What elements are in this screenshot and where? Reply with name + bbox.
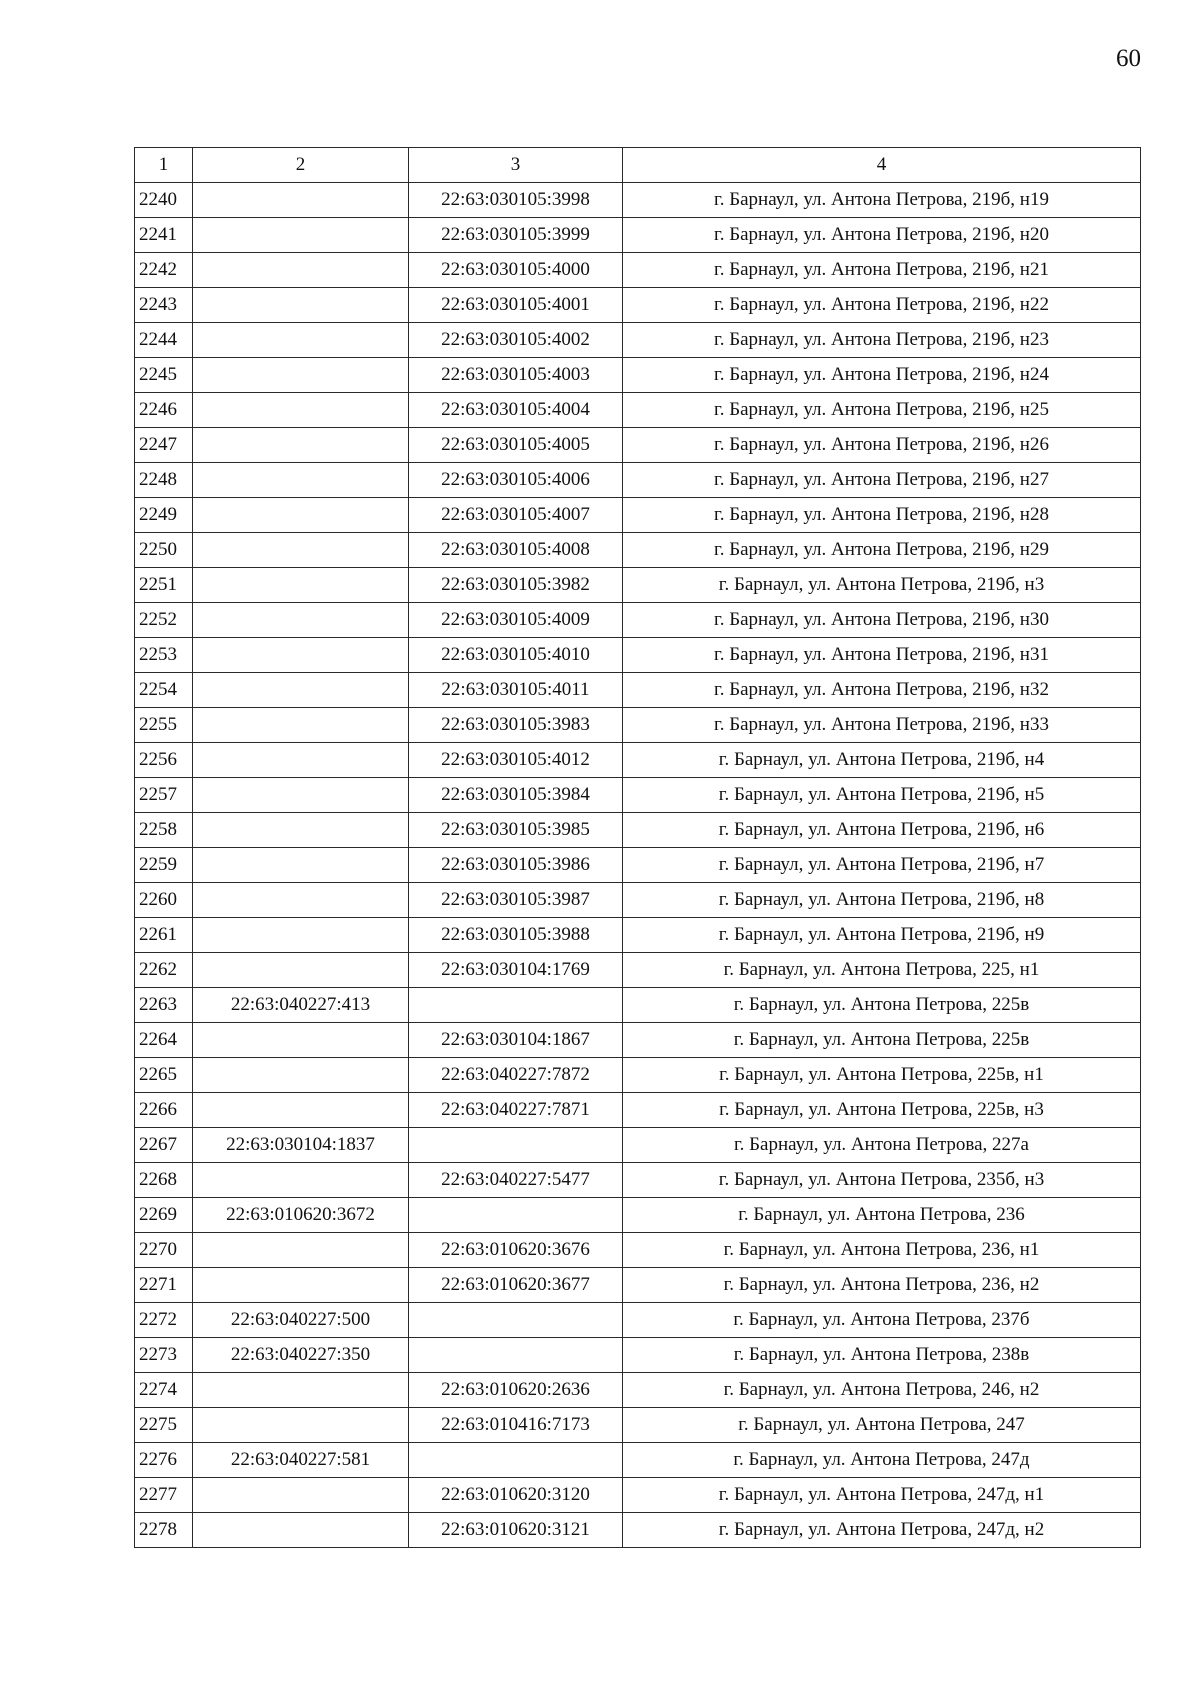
column-header-1: 1 [135, 148, 193, 183]
premises-cadastral-cell: 22:63:030105:4012 [409, 743, 623, 778]
building-cadastral-cell [193, 1233, 409, 1268]
row-number-cell: 2269 [135, 1198, 193, 1233]
address-cell: г. Барнаул, ул. Антона Петрова, 219б, н8 [623, 883, 1141, 918]
row-number-cell: 2256 [135, 743, 193, 778]
premises-cadastral-cell: 22:63:030105:3985 [409, 813, 623, 848]
table-row [135, 253, 1141, 288]
property-registry-table [134, 147, 1141, 1548]
premises-cadastral-cell: 22:63:030105:4005 [409, 428, 623, 463]
table-row [135, 1408, 1141, 1443]
address-cell: г. Барнаул, ул. Антона Петрова, 237б [623, 1303, 1141, 1338]
row-number-cell: 2261 [135, 918, 193, 953]
row-number-cell: 2273 [135, 1338, 193, 1373]
table-row [135, 1023, 1141, 1058]
address-cell: г. Барнаул, ул. Антона Петрова, 219б, н26 [623, 428, 1141, 463]
building-cadastral-cell [193, 428, 409, 463]
premises-cadastral-cell: 22:63:030105:3987 [409, 883, 623, 918]
building-cadastral-cell [193, 918, 409, 953]
table-row [135, 1058, 1141, 1093]
table-row [135, 638, 1141, 673]
row-number-cell: 2247 [135, 428, 193, 463]
address-cell: г. Барнаул, ул. Антона Петрова, 219б, н29 [623, 533, 1141, 568]
premises-cadastral-cell: 22:63:010620:3676 [409, 1233, 623, 1268]
premises-cadastral-cell: 22:63:030105:3983 [409, 708, 623, 743]
table-row [135, 1478, 1141, 1513]
premises-cadastral-cell: 22:63:030105:4002 [409, 323, 623, 358]
building-cadastral-cell [193, 638, 409, 673]
address-cell: г. Барнаул, ул. Антона Петрова, 219б, н21 [623, 253, 1141, 288]
premises-cadastral-cell [409, 1338, 623, 1373]
row-number-cell: 2243 [135, 288, 193, 323]
row-number-cell: 2267 [135, 1128, 193, 1163]
address-cell: г. Барнаул, ул. Антона Петрова, 236, н1 [623, 1233, 1141, 1268]
building-cadastral-cell [193, 1093, 409, 1128]
row-number-cell: 2278 [135, 1513, 193, 1548]
premises-cadastral-cell: 22:63:040227:5477 [409, 1163, 623, 1198]
premises-cadastral-cell: 22:63:030105:3988 [409, 918, 623, 953]
row-number-cell: 2249 [135, 498, 193, 533]
table-row [135, 988, 1141, 1023]
building-cadastral-cell [193, 1408, 409, 1443]
address-cell: г. Барнаул, ул. Антона Петрова, 219б, н30 [623, 603, 1141, 638]
row-number-cell: 2255 [135, 708, 193, 743]
address-cell: г. Барнаул, ул. Антона Петрова, 225, н1 [623, 953, 1141, 988]
table-row [135, 1373, 1141, 1408]
table-row [135, 1268, 1141, 1303]
address-cell: г. Барнаул, ул. Антона Петрова, 225в, н3 [623, 1093, 1141, 1128]
building-cadastral-cell [193, 883, 409, 918]
address-cell: г. Барнаул, ул. Антона Петрова, 219б, н23 [623, 323, 1141, 358]
row-number-cell: 2271 [135, 1268, 193, 1303]
address-cell: г. Барнаул, ул. Антона Петрова, 247д, н1 [623, 1478, 1141, 1513]
premises-cadastral-cell: 22:63:030105:4009 [409, 603, 623, 638]
premises-cadastral-cell [409, 1128, 623, 1163]
premises-cadastral-cell [409, 1198, 623, 1233]
table-row [135, 1338, 1141, 1373]
premises-cadastral-cell: 22:63:030105:3999 [409, 218, 623, 253]
building-cadastral-cell [193, 253, 409, 288]
table-row [135, 918, 1141, 953]
premises-cadastral-cell: 22:63:010416:7173 [409, 1408, 623, 1443]
table-row [135, 1443, 1141, 1478]
premises-cadastral-cell: 22:63:030105:4001 [409, 288, 623, 323]
premises-cadastral-cell: 22:63:030105:4003 [409, 358, 623, 393]
building-cadastral-cell [193, 1513, 409, 1548]
table-row [135, 1128, 1141, 1163]
row-number-cell: 2245 [135, 358, 193, 393]
row-number-cell: 2259 [135, 848, 193, 883]
row-number-cell: 2244 [135, 323, 193, 358]
building-cadastral-cell [193, 463, 409, 498]
building-cadastral-cell [193, 953, 409, 988]
premises-cadastral-cell [409, 1303, 623, 1338]
table-row [135, 393, 1141, 428]
page-number: 60 [1116, 45, 1141, 72]
table-row [135, 673, 1141, 708]
building-cadastral-cell [193, 1058, 409, 1093]
building-cadastral-cell: 22:63:040227:581 [193, 1443, 409, 1478]
address-cell: г. Барнаул, ул. Антона Петрова, 219б, н5 [623, 778, 1141, 813]
row-number-cell: 2270 [135, 1233, 193, 1268]
row-number-cell: 2242 [135, 253, 193, 288]
building-cadastral-cell [193, 183, 409, 218]
address-cell: г. Барнаул, ул. Антона Петрова, 219б, н32 [623, 673, 1141, 708]
row-number-cell: 2268 [135, 1163, 193, 1198]
address-cell: г. Барнаул, ул. Антона Петрова, 219б, н9 [623, 918, 1141, 953]
table-row [135, 1513, 1141, 1548]
table-row [135, 428, 1141, 463]
building-cadastral-cell [193, 603, 409, 638]
table-row [135, 288, 1141, 323]
building-cadastral-cell [193, 288, 409, 323]
building-cadastral-cell: 22:63:040227:350 [193, 1338, 409, 1373]
address-cell: г. Барнаул, ул. Антона Петрова, 219б, н6 [623, 813, 1141, 848]
row-number-cell: 2258 [135, 813, 193, 848]
table-row [135, 883, 1141, 918]
table-row [135, 1198, 1141, 1233]
table-row [135, 323, 1141, 358]
building-cadastral-cell [193, 1268, 409, 1303]
premises-cadastral-cell: 22:63:030105:4000 [409, 253, 623, 288]
address-cell: г. Барнаул, ул. Антона Петрова, 219б, н7 [623, 848, 1141, 883]
row-number-cell: 2276 [135, 1443, 193, 1478]
building-cadastral-cell [193, 358, 409, 393]
table-row [135, 1303, 1141, 1338]
table-row [135, 1163, 1141, 1198]
header-row [135, 148, 1141, 183]
table-body [135, 148, 1141, 1548]
row-number-cell: 2252 [135, 603, 193, 638]
table-row [135, 183, 1141, 218]
premises-cadastral-cell: 22:63:040227:7871 [409, 1093, 623, 1128]
table-row [135, 463, 1141, 498]
premises-cadastral-cell: 22:63:040227:7872 [409, 1058, 623, 1093]
table-row [135, 848, 1141, 883]
table-row [135, 358, 1141, 393]
row-number-cell: 2248 [135, 463, 193, 498]
column-header-2: 2 [193, 148, 409, 183]
premises-cadastral-cell: 22:63:030105:4008 [409, 533, 623, 568]
address-cell: г. Барнаул, ул. Антона Петрова, 219б, н24 [623, 358, 1141, 393]
address-cell: г. Барнаул, ул. Антона Петрова, 219б, н4 [623, 743, 1141, 778]
address-cell: г. Барнаул, ул. Антона Петрова, 219б, н25 [623, 393, 1141, 428]
address-cell: г. Барнаул, ул. Антона Петрова, 219б, н27 [623, 463, 1141, 498]
address-cell: г. Барнаул, ул. Антона Петрова, 247д, н2 [623, 1513, 1141, 1548]
address-cell: г. Барнаул, ул. Антона Петрова, 219б, н20 [623, 218, 1141, 253]
row-number-cell: 2262 [135, 953, 193, 988]
building-cadastral-cell: 22:63:010620:3672 [193, 1198, 409, 1233]
row-number-cell: 2251 [135, 568, 193, 603]
table-row [135, 953, 1141, 988]
row-number-cell: 2264 [135, 1023, 193, 1058]
premises-cadastral-cell: 22:63:030105:4011 [409, 673, 623, 708]
building-cadastral-cell: 22:63:040227:500 [193, 1303, 409, 1338]
table-row [135, 743, 1141, 778]
row-number-cell: 2275 [135, 1408, 193, 1443]
row-number-cell: 2240 [135, 183, 193, 218]
premises-cadastral-cell: 22:63:030105:3982 [409, 568, 623, 603]
row-number-cell: 2272 [135, 1303, 193, 1338]
address-cell: г. Барнаул, ул. Антона Петрова, 219б, н28 [623, 498, 1141, 533]
row-number-cell: 2263 [135, 988, 193, 1023]
premises-cadastral-cell [409, 988, 623, 1023]
table-row [135, 778, 1141, 813]
table-row [135, 1233, 1141, 1268]
address-cell: г. Барнаул, ул. Антона Петрова, 219б, н33 [623, 708, 1141, 743]
premises-cadastral-cell: 22:63:010620:3121 [409, 1513, 623, 1548]
premises-cadastral-cell: 22:63:010620:2636 [409, 1373, 623, 1408]
building-cadastral-cell [193, 708, 409, 743]
building-cadastral-cell [193, 848, 409, 883]
table-row [135, 568, 1141, 603]
row-number-cell: 2241 [135, 218, 193, 253]
address-cell: г. Барнаул, ул. Антона Петрова, 236 [623, 1198, 1141, 1233]
premises-cadastral-cell: 22:63:030105:4006 [409, 463, 623, 498]
row-number-cell: 2250 [135, 533, 193, 568]
premises-cadastral-cell: 22:63:010620:3677 [409, 1268, 623, 1303]
table-row [135, 813, 1141, 848]
row-number-cell: 2274 [135, 1373, 193, 1408]
address-cell: г. Барнаул, ул. Антона Петрова, 238в [623, 1338, 1141, 1373]
building-cadastral-cell [193, 743, 409, 778]
row-number-cell: 2253 [135, 638, 193, 673]
address-cell: г. Барнаул, ул. Антона Петрова, 219б, н22 [623, 288, 1141, 323]
address-cell: г. Барнаул, ул. Антона Петрова, 247 [623, 1408, 1141, 1443]
building-cadastral-cell: 22:63:030104:1837 [193, 1128, 409, 1163]
premises-cadastral-cell: 22:63:030104:1769 [409, 953, 623, 988]
address-cell: г. Барнаул, ул. Антона Петрова, 236, н2 [623, 1268, 1141, 1303]
row-number-cell: 2265 [135, 1058, 193, 1093]
address-cell: г. Барнаул, ул. Антона Петрова, 219б, н3 [623, 568, 1141, 603]
row-number-cell: 2246 [135, 393, 193, 428]
address-cell: г. Барнаул, ул. Антона Петрова, 235б, н3 [623, 1163, 1141, 1198]
building-cadastral-cell [193, 1023, 409, 1058]
table-row [135, 533, 1141, 568]
address-cell: г. Барнаул, ул. Антона Петрова, 225в [623, 1023, 1141, 1058]
premises-cadastral-cell: 22:63:030105:4004 [409, 393, 623, 428]
table-row [135, 603, 1141, 638]
table-row [135, 498, 1141, 533]
premises-cadastral-cell: 22:63:030105:4007 [409, 498, 623, 533]
building-cadastral-cell [193, 813, 409, 848]
building-cadastral-cell: 22:63:040227:413 [193, 988, 409, 1023]
building-cadastral-cell [193, 393, 409, 428]
premises-cadastral-cell [409, 1443, 623, 1478]
premises-cadastral-cell: 22:63:030105:3998 [409, 183, 623, 218]
row-number-cell: 2254 [135, 673, 193, 708]
row-number-cell: 2277 [135, 1478, 193, 1513]
building-cadastral-cell [193, 533, 409, 568]
building-cadastral-cell [193, 498, 409, 533]
building-cadastral-cell [193, 1163, 409, 1198]
premises-cadastral-cell: 22:63:030105:4010 [409, 638, 623, 673]
building-cadastral-cell [193, 218, 409, 253]
premises-cadastral-cell: 22:63:030104:1867 [409, 1023, 623, 1058]
row-number-cell: 2266 [135, 1093, 193, 1128]
premises-cadastral-cell: 22:63:010620:3120 [409, 1478, 623, 1513]
address-cell: г. Барнаул, ул. Антона Петрова, 246, н2 [623, 1373, 1141, 1408]
building-cadastral-cell [193, 778, 409, 813]
address-cell: г. Барнаул, ул. Антона Петрова, 219б, н31 [623, 638, 1141, 673]
row-number-cell: 2260 [135, 883, 193, 918]
building-cadastral-cell [193, 1478, 409, 1513]
building-cadastral-cell [193, 323, 409, 358]
building-cadastral-cell [193, 1373, 409, 1408]
table-row [135, 708, 1141, 743]
address-cell: г. Барнаул, ул. Антона Петрова, 225в, н1 [623, 1058, 1141, 1093]
premises-cadastral-cell: 22:63:030105:3986 [409, 848, 623, 883]
address-cell: г. Барнаул, ул. Антона Петрова, 219б, н19 [623, 183, 1141, 218]
address-cell: г. Барнаул, ул. Антона Петрова, 247д [623, 1443, 1141, 1478]
building-cadastral-cell [193, 568, 409, 603]
column-header-3: 3 [409, 148, 623, 183]
column-header-4: 4 [623, 148, 1141, 183]
row-number-cell: 2257 [135, 778, 193, 813]
premises-cadastral-cell: 22:63:030105:3984 [409, 778, 623, 813]
table-row [135, 218, 1141, 253]
table-row [135, 1093, 1141, 1128]
address-cell: г. Барнаул, ул. Антона Петрова, 225в [623, 988, 1141, 1023]
building-cadastral-cell [193, 673, 409, 708]
address-cell: г. Барнаул, ул. Антона Петрова, 227а [623, 1128, 1141, 1163]
